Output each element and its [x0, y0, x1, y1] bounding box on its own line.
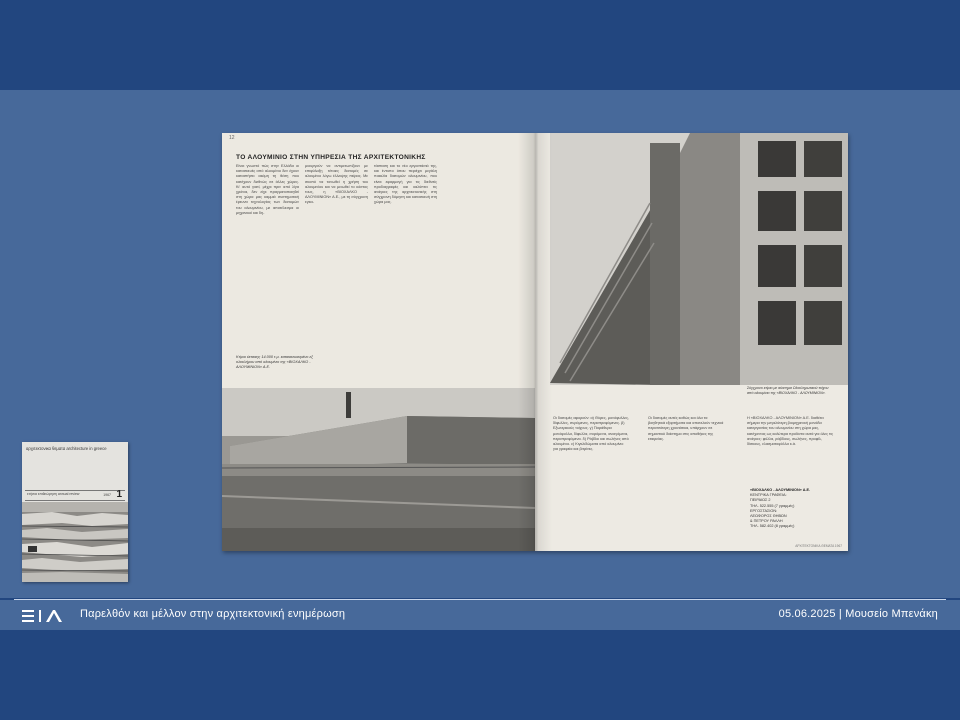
company-name: «ΒΙΟΧΑΛΚΟ - ΑΛΟΥΜΙΝΙΟΝ» Α.Ε. [750, 488, 811, 492]
magazine-cover-thumbnail [22, 442, 128, 582]
address-line: ΤΗΛ. 522.555 (7 γραμμές) [750, 503, 795, 508]
company-address-block [750, 488, 835, 530]
top-band [0, 0, 960, 90]
right-column-2: Οι διατομές αυτές καθώς και όλα τα βοηθητικά εξαρτήματα και αποτελούν τεχνικά περισσότερη χρονιάτικα, υπάρχουν σε σημαντικό διάστημα στις αποθήκες της εταιρείας. [648, 416, 724, 441]
address-line: ΛΕΩΦΟΡΟΣ ΘΗΒΩΝ [750, 514, 787, 519]
bottom-band [0, 630, 960, 720]
left-photo-caption: Κτίριο έκτασης 14.000 τ.μ. κατασκευασμένο εξ ολοκλήρου από αλουμίνιο της «ΒΙΟΧΑΛΚΟ - ΑΛΟΥΜΙΝΙΟΝ» Α.Ε. [236, 355, 313, 370]
slide-footer [0, 600, 960, 630]
address-line: ΠΕΙΡΑΙΩΣ 2 [750, 498, 771, 503]
cover-stone-wall-photo [22, 502, 128, 582]
magazine-spread [222, 133, 848, 551]
article-title: ΤΟ ΑΛΟΥΜΙΝΙΟ ΣΤΗΝ ΥΠΗΡΕΣΙΑ ΤΗΣ ΑΡΧΙΤΕΚΤΟΝΙΚΗΣ [236, 154, 426, 161]
cover-issue-number: 1 [116, 489, 122, 500]
address-line: ΕΡΓΟΣΤΑΣΙΟΝ: [750, 508, 778, 513]
modern-building-photo [550, 133, 848, 385]
page-footer-text: ΑΡΧΙΤΕΚΤΟΝΙΚΑ ΘΕΜΑΤΑ 1967 [795, 544, 842, 548]
article-column-1: Είναι γνωστό πώς στην Ελλάδα οι κατασκευές από αλουμίνιο δεν έχουν καταστήσει ακόμη τη θέση που κατέχουν διεθνώς σε άλλες χώρες. Κι' αυτό γιατί, μέχρι πριν από λίγα χρόνια, δεν είχε πραγματοποιηθεί στη χώρα μας καμμιά συστηματική έρευνα τεχνολογίας των διατομών του αλουμινίου, με αποτέλεσμα οι μηχανικοί και δη- [236, 164, 299, 215]
address-line: & ΠΕΤΡΟΥ ΡΑΛΛΗ [750, 519, 783, 524]
cover-band-text: ετήσια επιθεώρηση annual review [27, 492, 80, 496]
right-column-1: Οι διατομές αφορούν: α) Θύρες, μονόφυλλες, δίφυλλες, συρόμενες, περιστρεφόμενες. β) Εξωτερικούς τοίχους. γ) Παράθυρα μονόφυλλα, δίφυλλα, συρόμενα, ανοιγόμενα, περιστρεφόμενα. δ) Ράβδοι και σωλήνες από αλουμίνιο. ε) Κιγκλιδώματα από αλουμίνιο για γραφεία και βιτρίνες. [553, 416, 630, 452]
right-column-3: Η «ΒΙΟΧΑΛΚΟ - ΑΛΟΥΜΙΝΙΟΝ» Α.Ε. διαθέτει σήμερα την μεγαλύτερη βιομηχανική μονάδα κατεργασίας του αλουμινίου στη χώρα μας, κατέχοντας ως καλύτερα προϊόντα αυτά για όλες τις ανάγκες: φύλλα, ράβδους, σωλήνες, προφίλ, δίσκους, ελασματοφύλλα κ.ά. [747, 416, 834, 447]
footer-event-date-venue: 05.06.2025 | Μουσείο Μπενάκη [778, 608, 938, 620]
cover-title: αρχιτεκτονικα θεματα architecture in greece [26, 446, 107, 451]
factory-building-photo [222, 388, 535, 551]
address-line: ΚΕΝΤΡΙΚΑ ΓΡΑΦΕΙΑ: [750, 493, 787, 498]
right-page [535, 133, 848, 551]
eia-logo-icon [22, 609, 68, 623]
cover-band [25, 490, 125, 501]
address-line: ΤΗΛ. 582.402 (8 γραμμές) [750, 524, 795, 529]
cover-issue-label: 1967 [103, 493, 111, 497]
article-column-2: μιουργούν να αντιμετωπίζουν με επιφύλαξη τέτοιες διατομές σε αλουμίνιο λόγω έλλειψης πείρας. Με σκοπό να τονωθεί η χρήση του αλουμινίου και να μειωθεί το κόστος τους, η «ΒΙΟΧΑΛΚΟ - ΑΛΟΥΜΙΝΙΟΝ» Α.Ε., με τη σύγχρονη εγκα- [305, 164, 368, 205]
left-page [222, 133, 535, 551]
page-number: 12 [229, 135, 235, 141]
article-column-3: τάσταση και το νέο εργοστάσιό της, και έντυπο όπου περιέχει μεγάλη ποικιλία διατομών αλουμινίου, που είναι εφαρμογή για τις διεθνείς προδιαγραφές και καλύπτει τις ανάγκες της αρχιτεκτονικής στη σύγχρονη δόμηση και κατασκευή στη χώρα μας. [374, 164, 437, 205]
spread-gutter-shadow [518, 133, 552, 551]
footer-tagline: Παρελθόν και μέλλον στην αρχιτεκτονική ενημέρωση [80, 608, 346, 620]
right-photo-caption: Σύγχρονο κτίριο με σύστημα Ολοκληρωτικού τοίχου από αλουμίνιο της «ΒΙΟΧΑΛΚΟ - ΑΛΟΥΜΙΝΙΟΝ». [747, 386, 829, 395]
